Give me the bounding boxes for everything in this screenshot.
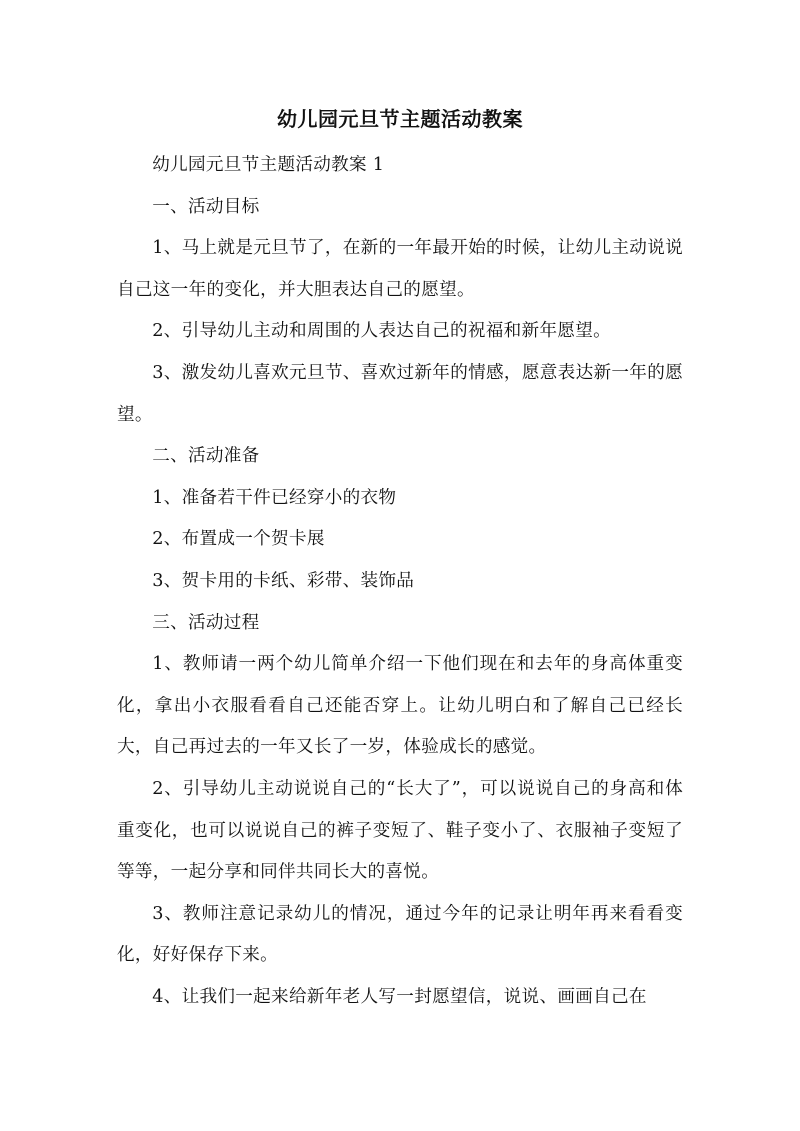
- heading-activity-preparation: 二、活动准备: [152, 446, 260, 467]
- paragraph-goal-2: 2、引导幼儿主动和周围的人表达自己的祝福和新年愿望。: [152, 321, 612, 342]
- paragraph-prep-2: 2、布置成一个贺卡展: [152, 529, 325, 550]
- paragraph-process-1: 1、教师请一两个幼儿简单介绍一下他们现在和去年的身高体重变化，拿出小衣服看看自己还能否穿上。让幼儿明白和了解自己已经长大，自己再过去的一年又长了一岁，体验成长的感觉。: [117, 654, 683, 758]
- paragraph-subtitle: 幼儿园元旦节主题活动教案 1: [152, 155, 385, 175]
- paragraph-goal-1: 1、马上就是元旦节了，在新的一年最开始的时候，让幼儿主动说说自己这一年的变化，并大胆表达自己的愿望。: [117, 238, 683, 300]
- paragraph-prep-1: 1、准备若干件已经穿小的衣物: [152, 487, 397, 508]
- paragraph-prep-3: 3、贺卡用的卡纸、彩带、装饰品: [152, 570, 415, 591]
- paragraph-process-4: 4、让我们一起来给新年老人写一封愿望信，说说、画画自己在: [152, 986, 647, 1007]
- document-title: 幼儿园元旦节主题活动教案: [277, 107, 523, 131]
- paragraph-process-3: 3、教师注意记录幼儿的情况，通过今年的记录让明年再来看看变化，好好保存下来。: [117, 903, 683, 966]
- paragraph-goal-3: 3、激发幼儿喜欢元旦节、喜欢过新年的情感，愿意表达新一年的愿望。: [117, 362, 683, 425]
- heading-activity-process: 三、活动过程: [152, 612, 260, 633]
- document-body: [117, 145, 683, 1018]
- heading-activity-goals: 一、活动目标: [152, 196, 260, 217]
- paragraph-process-2: 2、引导幼儿主动说说自己的“长大了”，可以说说自己的身高和体重变化，也可以说说自己的裤子变短了、鞋子变小了、衣服袖子变短了等等，一起分享和同伴共同长大的喜悦。: [117, 778, 683, 883]
